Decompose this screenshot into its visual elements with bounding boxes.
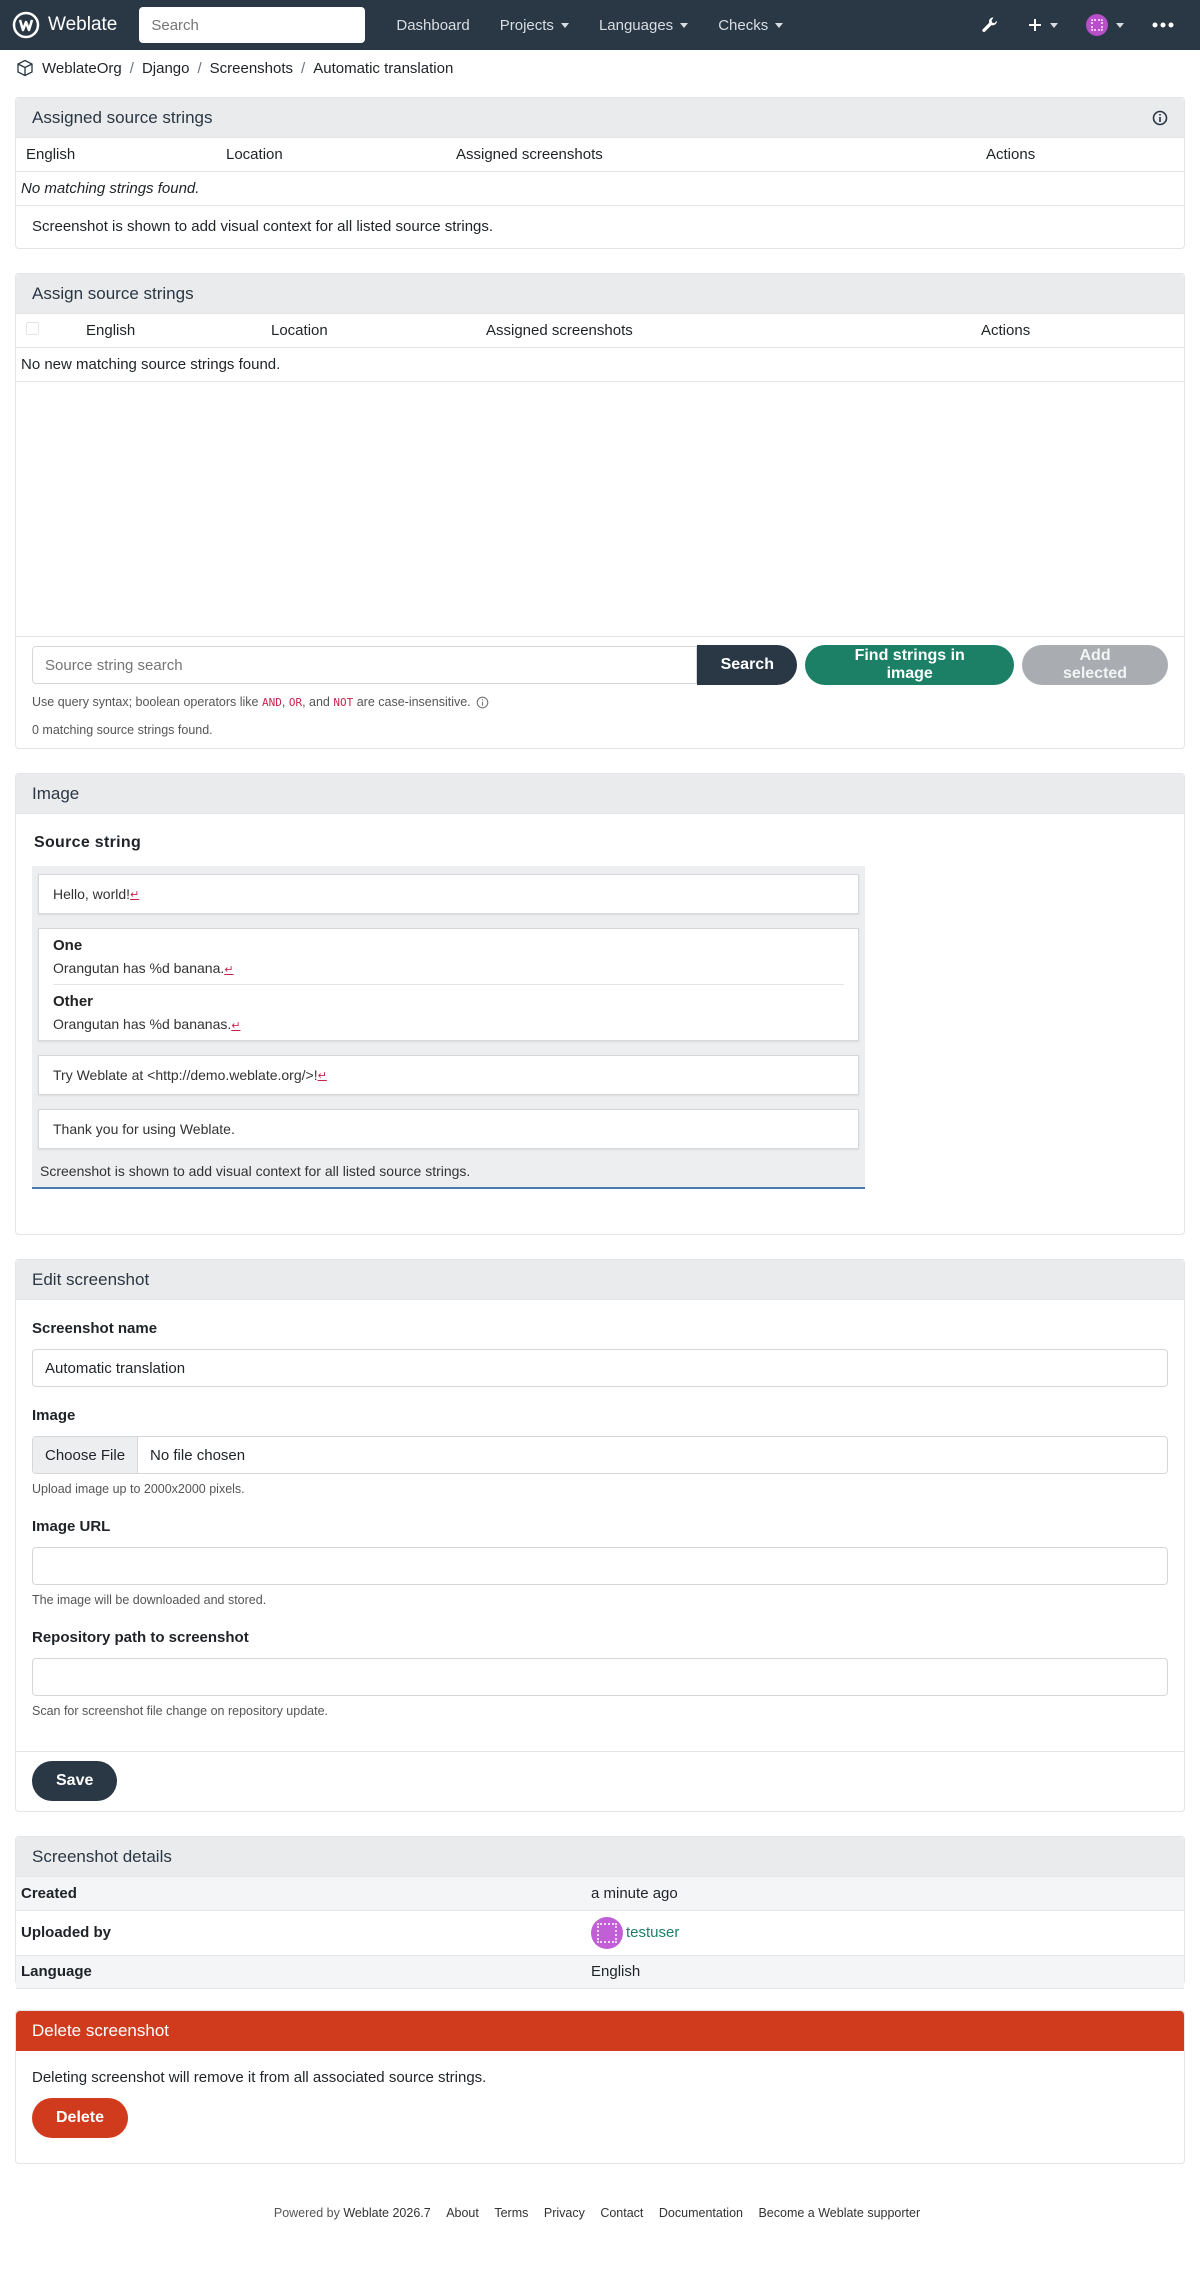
panel-title: Delete screenshot [32, 2020, 170, 2040]
assign-search-form [16, 637, 1184, 737]
top-navbar [0, 0, 1200, 50]
choose-file-button[interactable]: Choose File [33, 1437, 138, 1473]
help-text: Use query syntax; boolean operators like [32, 695, 262, 709]
breadcrumb-project[interactable]: WeblateOrg [42, 59, 122, 77]
operator-not: NOT [333, 696, 354, 709]
uploaded-by-label: Uploaded by [16, 1910, 586, 1955]
image-help: Upload image up to 2000x2000 pixels. [32, 1482, 245, 1496]
no-file-text: No file chosen [150, 1446, 246, 1464]
chevron-down-icon [680, 23, 688, 28]
table-row [16, 172, 1184, 206]
screenshot-details-panel [15, 1836, 1185, 1985]
sample-text: Try Weblate at <http://demo.weblate.org/>! [53, 1067, 318, 1083]
sample-string-card [38, 1055, 859, 1095]
delete-text: Deleting screenshot will remove it from all associated source strings. [32, 2069, 487, 2086]
sample-string-card [38, 874, 859, 914]
chevron-down-icon [775, 23, 783, 28]
sample-text: Orangutan has %d banana. [53, 960, 225, 976]
chevron-down-icon [561, 23, 569, 28]
assigned-strings-table [16, 138, 1184, 206]
assigned-footer-text: Screenshot is shown to add visual context for all listed source strings. [32, 218, 494, 235]
column-header: Actions [971, 314, 1184, 348]
delete-screenshot-panel [15, 2010, 1185, 2164]
delete-screenshot-heading [16, 2011, 1184, 2051]
details-table [16, 1877, 1184, 1989]
assign-strings-table [16, 314, 1184, 382]
nav-languages[interactable] [584, 17, 703, 34]
brand[interactable] [12, 11, 117, 39]
nav-checks[interactable] [703, 17, 798, 34]
assign-strings-heading [16, 274, 1184, 314]
powered-by-text [274, 2206, 437, 2220]
matching-count: 0 matching source strings found. [32, 723, 213, 738]
avatar [591, 1917, 623, 1949]
column-header: Actions [976, 138, 1184, 172]
breadcrumb-separator: / [301, 59, 306, 77]
help-text: are case-insensitive. [353, 695, 471, 709]
assigned-strings-heading [16, 98, 1184, 138]
weblate-version-link[interactable]: Weblate 2026.7 [343, 2206, 431, 2220]
screenshot-content [32, 866, 865, 1189]
assign-search-row [32, 645, 1168, 685]
nav-dashboard-label: Dashboard [396, 16, 470, 34]
breadcrumb-current[interactable]: Automatic translation [313, 59, 454, 77]
footer-link-documentation[interactable]: Documentation [658, 2206, 743, 2220]
nav-right [966, 0, 1188, 50]
newline-icon: ↵ [224, 964, 234, 976]
query-syntax-help [32, 695, 1168, 709]
project-cube-icon [16, 59, 34, 77]
help-text: , [281, 695, 289, 709]
assigned-strings-panel [15, 97, 1185, 249]
nav-projects[interactable] [485, 17, 584, 34]
panel-title: Assign source strings [32, 283, 194, 303]
image-label: Image [32, 1407, 76, 1424]
breadcrumb-separator: / [129, 59, 134, 77]
table-row [16, 1910, 1184, 1955]
image-file-input[interactable] [32, 1436, 1168, 1474]
panel-title: Image [32, 783, 80, 803]
column-header: Location [261, 314, 476, 348]
nav-dashboard[interactable] [381, 17, 484, 34]
image-url-label: Image URL [32, 1518, 111, 1535]
plural-row [53, 985, 844, 1040]
operator-and: AND [262, 696, 282, 709]
delete-actions [16, 2098, 1184, 2138]
source-string-search-input[interactable] [32, 646, 697, 684]
newline-icon: ↵ [317, 1069, 327, 1082]
nav-languages-label: Languages [598, 16, 674, 34]
nav-projects-label: Projects [499, 16, 554, 34]
table-row [16, 348, 1184, 382]
breadcrumb-separator: / [197, 59, 202, 77]
help-text: , and [302, 695, 334, 709]
sample-text: Thank you for using Weblate. [53, 1121, 235, 1137]
assign-empty-area [16, 382, 1184, 637]
screenshot-name-field[interactable] [32, 1349, 1168, 1387]
field-value: Automatic translation [45, 1359, 186, 1377]
plural-label: Other [53, 993, 94, 1010]
repo-path-help: Scan for screenshot file change on repository update. [32, 1704, 329, 1718]
screenshot-name-label: Screenshot name [32, 1320, 158, 1337]
page-footer [0, 2206, 1200, 2220]
wrench-icon[interactable] [966, 0, 1014, 50]
user-menu-button[interactable] [1072, 0, 1138, 50]
column-header: Assigned screenshots [476, 314, 971, 348]
edit-footer [16, 1751, 1184, 1811]
table-row [16, 1955, 1184, 1988]
sample-string-card [38, 1109, 859, 1149]
avatar [1086, 14, 1108, 36]
select-all-cell [16, 314, 76, 348]
info-icon[interactable] [476, 696, 489, 709]
powered-prefix: Powered by [273, 2206, 340, 2220]
delete-button[interactable]: Delete [32, 2098, 128, 2138]
plural-row [53, 929, 844, 985]
panel-title: Assigned source strings [32, 107, 213, 127]
uploaded-by-value [586, 1910, 1184, 1955]
user-link[interactable]: testuser [626, 1923, 680, 1941]
created-value: a minute ago [586, 1877, 1184, 1910]
sample-text: Orangutan has %d bananas. [53, 1016, 232, 1032]
table-header-row [16, 138, 1184, 172]
search-button[interactable]: Search [697, 645, 797, 685]
empty-message: No new matching source strings found. [16, 348, 1184, 382]
footer-link-about[interactable]: About [446, 2206, 479, 2220]
nav-checks-label: Checks [718, 16, 769, 34]
screenshot-sample-title: Source string [34, 834, 142, 851]
table-header-row [16, 314, 1184, 348]
breadcrumb-component[interactable]: Django [141, 59, 190, 77]
assign-strings-panel [15, 273, 1185, 749]
screenshot-image [32, 834, 865, 1189]
info-icon[interactable] [1152, 110, 1168, 126]
repo-path-field[interactable] [32, 1658, 1168, 1696]
newline-icon: ↵ [231, 1020, 241, 1032]
weblate-logo-icon [12, 11, 40, 39]
screenshot-details-heading [16, 1837, 1184, 1877]
more-icon[interactable] [1138, 0, 1188, 50]
plus-icon [1028, 18, 1042, 32]
empty-message: No matching strings found. [16, 172, 1184, 206]
breadcrumb-screenshots[interactable]: Screenshots [209, 59, 294, 77]
created-label: Created [16, 1877, 586, 1910]
select-all-checkbox[interactable] [26, 322, 39, 335]
table-row [16, 1877, 1184, 1910]
column-header: Assigned screenshots [446, 138, 976, 172]
image-heading [16, 774, 1184, 814]
brand-name: Weblate [48, 14, 118, 35]
edit-screenshot-panel [15, 1259, 1185, 1812]
screenshot-caption: Screenshot is shown to add visual context for all listed source strings. [40, 1163, 471, 1179]
add-menu-button[interactable] [1014, 0, 1072, 50]
image-url-help: The image will be downloaded and stored. [32, 1593, 267, 1607]
add-selected-button[interactable]: Add selected [1022, 645, 1168, 685]
image-url-field[interactable] [32, 1547, 1168, 1585]
plural-label: One [53, 937, 83, 954]
language-label: Language [16, 1955, 586, 1988]
column-header: English [16, 138, 216, 172]
footer-link-terms[interactable]: Terms [494, 2206, 529, 2220]
save-button[interactable]: Save [32, 1761, 117, 1801]
global-search-input[interactable] [139, 7, 365, 43]
edit-form [16, 1300, 1184, 1718]
footer-link-supporter[interactable]: Become a Weblate supporter [758, 2206, 921, 2220]
panel-title: Edit screenshot [32, 1269, 150, 1289]
edit-screenshot-heading [16, 1260, 1184, 1300]
sample-text: Hello, world! [53, 886, 131, 902]
footer-link-contact[interactable]: Contact [600, 2206, 644, 2220]
repo-path-label: Repository path to screenshot [32, 1629, 249, 1646]
chevron-down-icon [1050, 23, 1058, 28]
footer-link-privacy[interactable]: Privacy [543, 2206, 585, 2220]
image-panel [15, 773, 1185, 1235]
column-header: English [76, 314, 261, 348]
language-value: English [586, 1955, 1184, 1988]
chevron-down-icon [1116, 23, 1124, 28]
find-strings-in-image-button[interactable]: Find strings in image [805, 645, 1014, 685]
panel-title: Screenshot details [32, 1846, 172, 1866]
breadcrumb [0, 50, 1200, 86]
sample-plural-card [38, 928, 859, 1041]
newline-icon: ↵ [130, 888, 140, 901]
column-header: Location [216, 138, 446, 172]
main-menu [381, 17, 798, 34]
operator-or: OR [288, 696, 303, 709]
